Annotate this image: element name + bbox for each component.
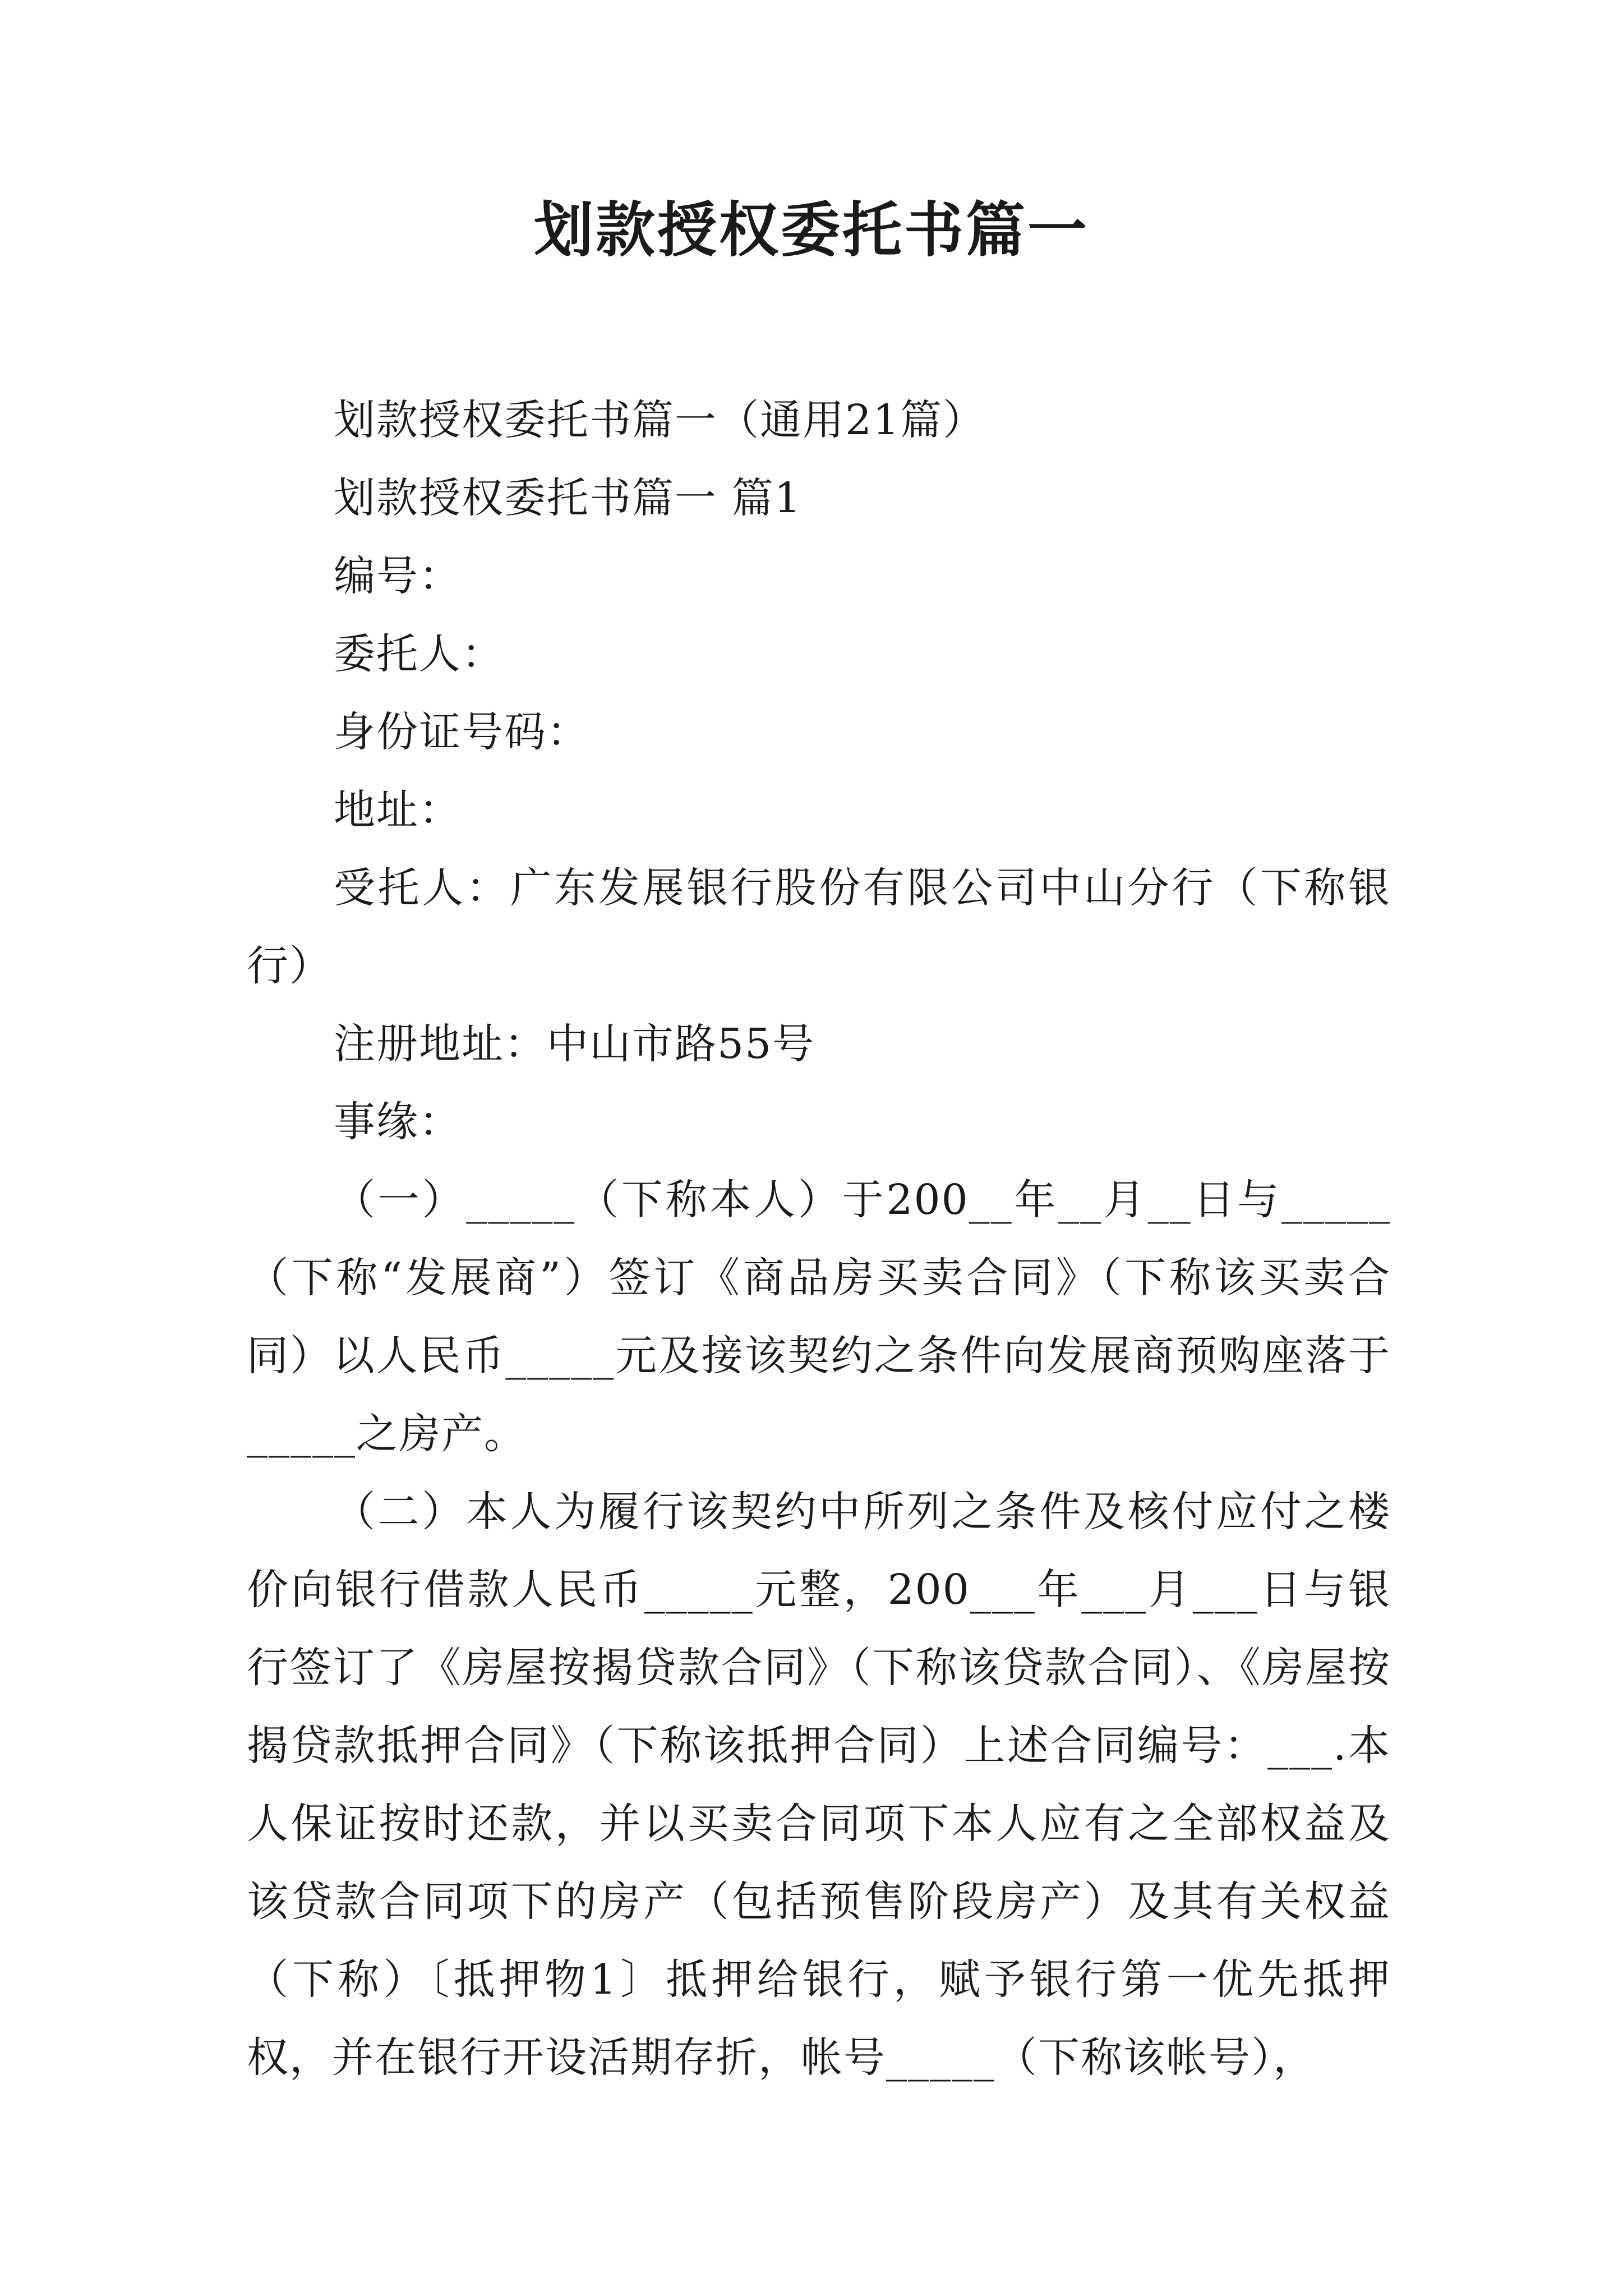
trustee-paragraph: 受托人：广东发展银行股份有限公司中山分行（下称银行） [247,864,1391,990]
address-field-label: 地址： [334,786,462,834]
document-body [247,381,1391,2097]
subtitle-line: 划款授权委托书篇一（通用21篇） [334,396,986,444]
clause-two-paragraph: （二）本人为履行该契约中所列之条件及核付应付之楼价向银行借款人民币_____元整，200___年___月___日与银行签订了《房屋按揭贷款合同》（下称该贷款合同）、《房屋按揭贷款抵押合同》（下称该抵押合同）上述合同编号：___.本人保证按时还款，并以买卖合同项下本人应有之全部权益及该贷款合同项下的房产（包括预售阶段房产）及其有关权益（下称）〔抵押物1〕抵押给银行，赋予银行第一优先抵押权，并在银行开设活期存折，帐号_____（下称该帐号）， [247,1488,1391,2082]
matter-label: 事缘： [334,1098,462,1146]
principal-field-label: 委托人： [334,630,504,678]
registered-address-line: 注册地址：中山市路55号 [334,1020,815,1068]
document-title: 划款授权委托书篇一 [534,195,1089,265]
clause-one-paragraph: （一）_____（下称本人）于200__年__月__日与_____（下称“发展商”）签订《商品房买卖合同》（下称该买卖合同）以人民币_____元及接该契约之条件向发展商预购座落于_____之房产。 [247,1176,1391,1458]
id-number-field-label: 身份证号码： [334,708,589,756]
section-heading: 划款授权委托书篇一 篇1 [334,474,802,522]
number-field-label: 编号： [334,552,462,600]
